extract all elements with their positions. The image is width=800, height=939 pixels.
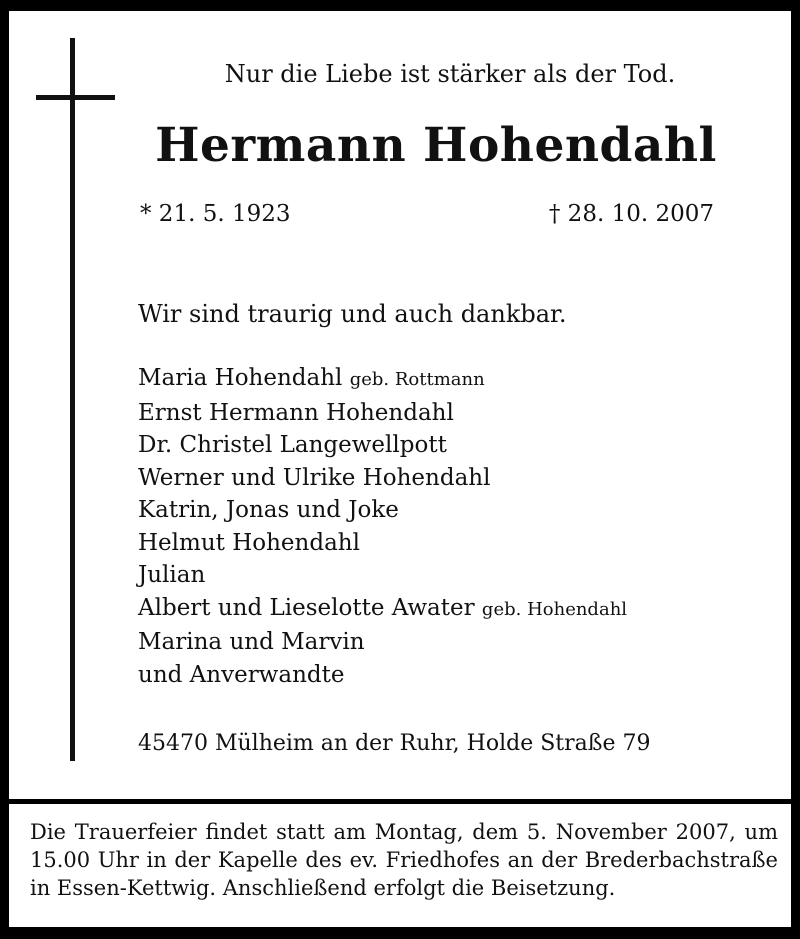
mourners-list [138,362,627,691]
mourner-item [138,626,627,659]
mourner-item [138,429,627,462]
mourner-item [138,362,627,397]
birth-date: * 21. 5. 1923 [140,201,291,227]
mourner-item [138,527,627,560]
mourner-name: Helmut Hohendahl [138,529,360,556]
mourner-item [138,494,627,527]
mourner-item [138,462,627,495]
mourner-name: Maria Hohendahl [138,365,343,391]
mourner-item [138,592,627,627]
address: 45470 Mülheim an der Ruhr, Holde Straße 79 [138,731,651,756]
mourner-name: Marina und Marvin [138,629,365,655]
mourner-item [138,397,627,430]
thanks-line: Wir sind traurig und auch dankbar. [138,300,567,328]
funeral-notice: Die Trauerfeier findet statt am Montag, dem 5. November 2007, um 15.00 Uhr in der Kapelle des ev. Friedhofes an der Brederbachstraße in Essen-Kettwig. Anschließend erfolgt die Beisetzung. [30,820,778,900]
mourner-name: Katrin, Jonas und Joke [138,497,399,523]
mourner-suffix: geb. Rottmann [349,369,485,390]
mourner-name: Werner und Ulrike Hohendahl [138,464,491,491]
section-divider [9,799,791,804]
mourner-name: Albert und Lieselotte Awater [138,594,475,621]
motto: Nur die Liebe ist stärker als der Tod. [224,60,676,88]
mourner-item [138,559,627,592]
mourner-name: Ernst Hermann Hohendahl [138,399,454,426]
deceased-name: Hermann Hohendahl [155,118,717,173]
mourner-name: Julian [138,562,206,588]
mourner-name: Dr. Christel Langewellpott [138,432,447,458]
cross-icon-vertical-beam [70,38,75,761]
death-date: † 28. 10. 2007 [548,201,714,227]
mourner-name: und Anverwandte [138,661,345,688]
mourner-item [138,659,627,692]
cross-icon-horizontal-beam [36,95,115,100]
mourner-suffix: geb. Hohendahl [481,598,628,620]
